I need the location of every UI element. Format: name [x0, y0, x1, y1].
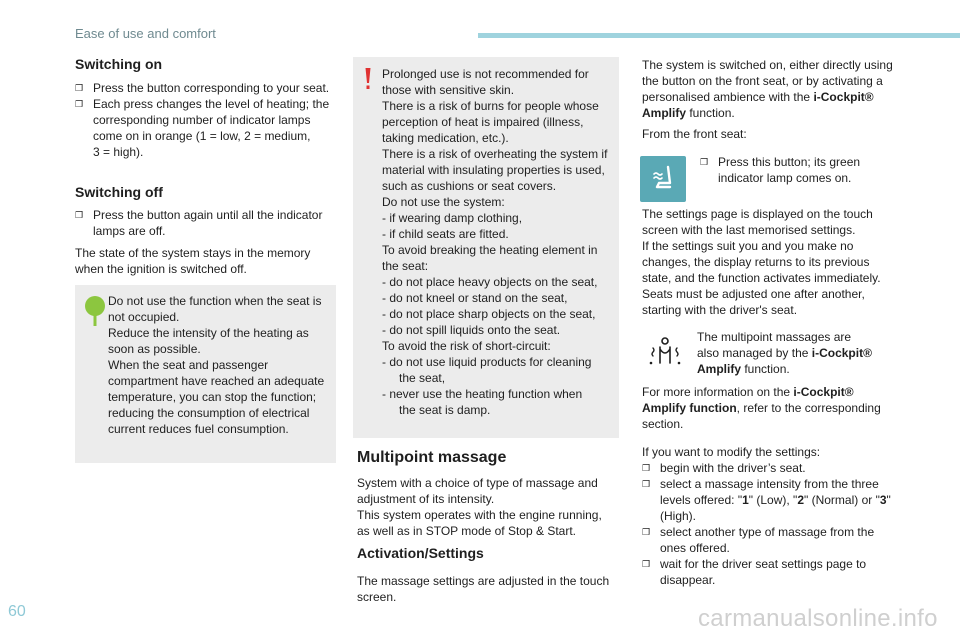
heading-activation-settings: Activation/Settings [357, 545, 484, 561]
system-on-paragraph: The system is switched on, either directly using the button on the front seat, or by activating a personalised ambience with the i-Cockpit® Amplify function. [642, 58, 893, 120]
watermark: carmanualsonline.info [698, 605, 938, 632]
heading-multipoint-massage: Multipoint massage [357, 449, 507, 466]
bullet-wait-settings-page: ❒ wait for the driver seat settings page to disappear. [642, 556, 910, 588]
memory-paragraph: The state of the system stays in the memory when the ignition is switched off. [75, 246, 311, 276]
activation-paragraph: The massage settings are adjusted in the touch screen. [357, 574, 610, 604]
header-accent-bar [478, 33, 960, 38]
warning-exclamation-icon [365, 68, 371, 90]
warning-text: Prolonged use is not recommended for those with sensitive skin. There is a risk of burns for people whose perception of heat is impaired (illness, taking medication, etc.). There is a risk of overheating the system if material with insulating properties is used, such as cushions or seat covers. Do not use the system: - if wearing damp clothing, - if child seats are fitted. To avoid breaking the heating element in the seat: - do not place heavy objects on the seat, - do not kneel or stand on the seat, - do not place sharp objects on the seat, - do not spill liquids onto the seat. To avoid the risk of short-circuit: - do not use liquid products for cleaning the seat, - never use the heating function when the seat is damp. [382, 67, 608, 417]
bullet-press-button: ❒ Press the button corresponding to your seat. [75, 80, 355, 96]
bullet-select-massage-type: ❒ select another type of massage from the ones offered. [642, 524, 910, 556]
settings-page-paragraph: The settings page is displayed on the touch screen with the last memorised settings. If the settings suit you and you make no changes, the display returns to its previous state, and the function activates immediately. Seats must be adjusted one after another, starting with the driver's seat. [642, 207, 881, 317]
green-tree-icon [84, 295, 106, 327]
multipoint-icockpit-paragraph: The multipoint massages are also managed by the i-Cockpit® Amplify function. [697, 330, 872, 376]
heading-switching-off: Switching off [75, 184, 163, 200]
bullet-press-this-button: ❒ Press this button; its green indicator lamp comes on. [700, 154, 918, 186]
page-number: 60 [8, 603, 26, 620]
modify-settings-label: If you want to modify the settings: [642, 445, 821, 459]
section-title: Ease of use and comfort [75, 26, 216, 41]
eco-note-text: Do not use the function when the seat is not occupied. Reduce the intensity of the heating as soon as possible. When the seat and passenger compartment have reached an adequate temperature, you can stop the function; reducing the consumption of electrical current reduces fuel consumption. [108, 294, 325, 436]
heading-switching-on: Switching on [75, 56, 163, 72]
more-info-paragraph: For more information on the i-Cockpit® Amplify function, refer to the corresponding section. [642, 385, 881, 431]
seat-massage-button [640, 156, 686, 202]
bullet-select-intensity: ❒ select a massage intensity from the three levels offered: "1" (Low), "2" (Normal) or "3" (High). [642, 476, 910, 524]
bullet-press-again: ❒ Press the button again until all the indicator lamps are off. [75, 207, 355, 239]
seat-massage-icon [640, 156, 686, 202]
multipoint-paragraph: System with a choice of type of massage and adjustment of its intensity. This system operates with the engine running, as well as in STOP mode of Stop & Start. [357, 476, 602, 538]
from-front-seat-label: From the front seat: [642, 127, 747, 141]
bullet-begin-driver-seat: ❒ begin with the driver’s seat. [642, 460, 910, 476]
bullet-heating-levels: ❒ Each press changes the level of heating; the corresponding number of indicator lamps come on in orange (1 = low, 2 = medium, 3 = high). [75, 96, 355, 160]
massage-person-icon [647, 335, 683, 371]
